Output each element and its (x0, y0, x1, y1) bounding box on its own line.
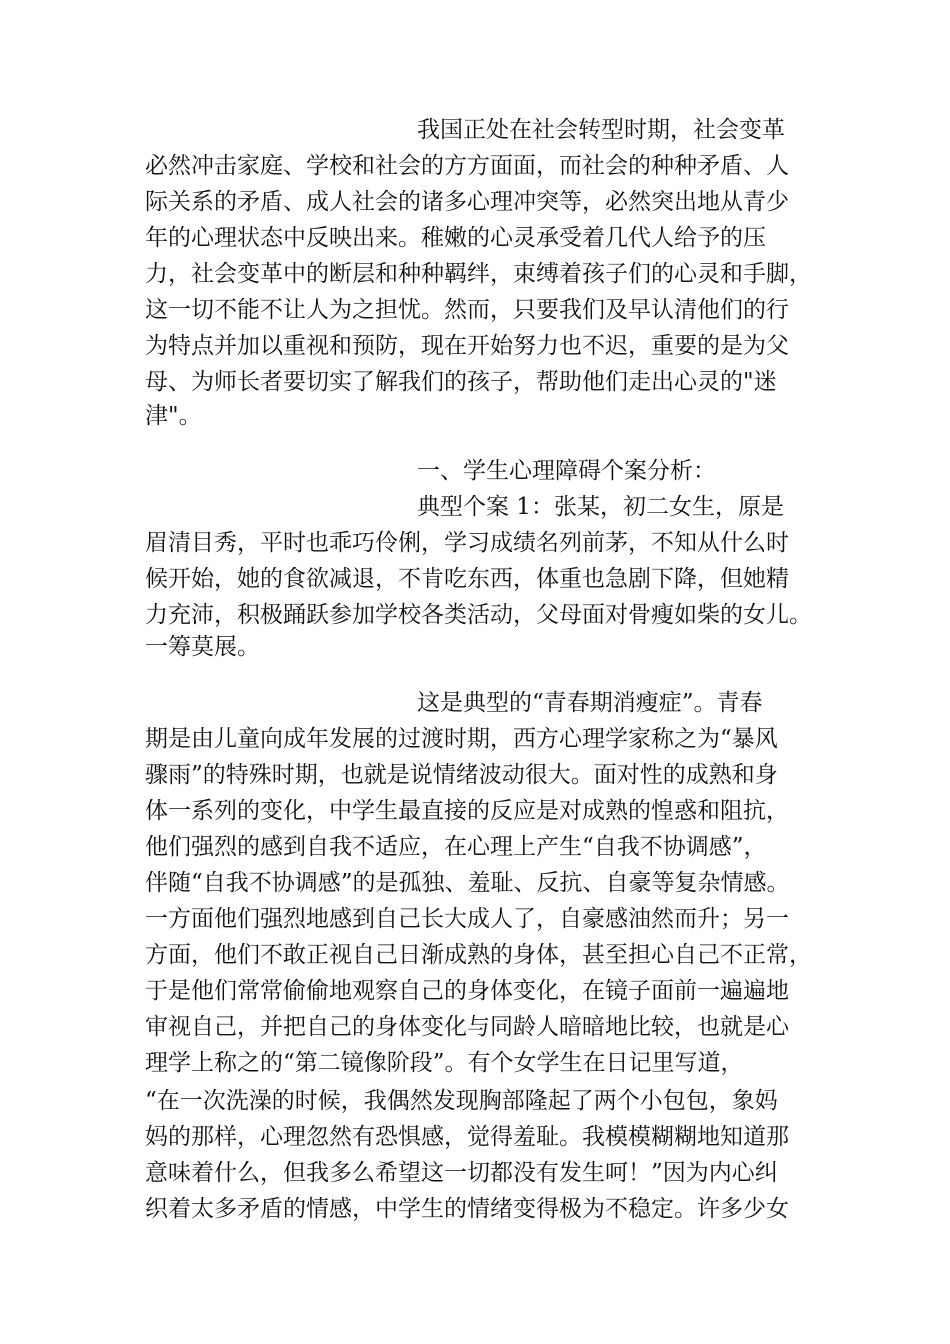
analysis-line: 方面，他们不敢正视自己日渐成熟的身体，甚至担心自己不正常， (145, 942, 812, 968)
intro-line: 我国正处在社会转型时期，社会变革 (417, 117, 785, 143)
intro-line: 年的心理状态中反映出来。稚嫩的心灵承受着几代人给予的压 (145, 225, 766, 251)
analysis-line: 理学上称之的“第二镜像阶段”。有个女学生在日记里写道， (145, 1050, 744, 1076)
case-line: 力充沛，积极踊跃参加学校各类活动，父母面对骨瘦如柴的女儿。 (145, 602, 812, 628)
analysis-line: 体一系列的变化，中学生最直接的反应是对成熟的惶惑和阻抗， (145, 798, 789, 824)
analysis-line: 于是他们常常偷偷地观察自己的身体变化，在镜子面前一遍遍地 (145, 978, 789, 1004)
analysis-line: 织着太多矛盾的情感，中学生的情绪变得极为不稳定。许多少女 (145, 1196, 789, 1222)
analysis-line: 伴随“自我不协调感”的是孤独、羞耻、反抗、自豪等复杂情感。 (145, 870, 790, 896)
intro-line: 津"。 (145, 403, 202, 429)
intro-line: 必然冲击家庭、学校和社会的方方面面，而社会的种种矛盾、人 (145, 153, 789, 179)
section-heading: 一、学生心理障碍个案分析： (417, 458, 716, 484)
case-line: 候开始，她的食欲减退，不肯吃东西，体重也急剧下降，但她精 (145, 566, 789, 592)
intro-line: 母、为师长者要切实了解我们的孩子，帮助他们走出心灵的"迷 (145, 369, 777, 395)
case-line: 一筹莫展。 (145, 634, 260, 660)
analysis-line: 骤雨”的特殊时期，也就是说情绪波动很大。面对性的成熟和身 (145, 762, 778, 788)
intro-line: 力，社会变革中的断层和种种羁绊，束缚着孩子们的心灵和手脚， (145, 261, 812, 287)
analysis-line: 审视自己，并把自己的身体变化与同龄人暗暗地比较，也就是心 (145, 1014, 789, 1040)
analysis-line: 妈的那样，心理忽然有恐惧感，觉得羞耻。我模模糊糊地知道那 (145, 1124, 789, 1150)
case-line: 眉清目秀，平时也乖巧伶俐，学习成绩名列前茅，不知从什么时 (145, 530, 789, 556)
intro-line: 为特点并加以重视和预防，现在开始努力也不迟，重要的是为父 (145, 333, 789, 359)
analysis-line: 一方面他们强烈地感到自己长大成人了，自豪感油然而升；另一 (145, 906, 789, 932)
analysis-line: 这是典型的“青春期消瘦症”。青春 (417, 690, 763, 716)
intro-line: 这一切不能不让人为之担忧。然而，只要我们及早认清他们的行 (145, 297, 789, 323)
analysis-line: 期是由儿童向成年发展的过渡时期，西方心理学家称之为“暴风 (145, 726, 778, 752)
analysis-line: “在一次洗澡的时候，我偶然发现胸部隆起了两个小包包，象妈 (145, 1088, 778, 1114)
analysis-line: 意味着什么，但我多么希望这一切都没有发生呵！”因为内心纠 (145, 1160, 778, 1186)
analysis-line: 他们强烈的感到自我不适应，在心理上产生“自我不协调感”， (145, 834, 767, 860)
intro-line: 际关系的矛盾、成人社会的诸多心理冲突等，必然突出地从青少 (145, 189, 789, 215)
case-line: 典型个案 1：张某，初二女生，原是 (417, 494, 784, 520)
